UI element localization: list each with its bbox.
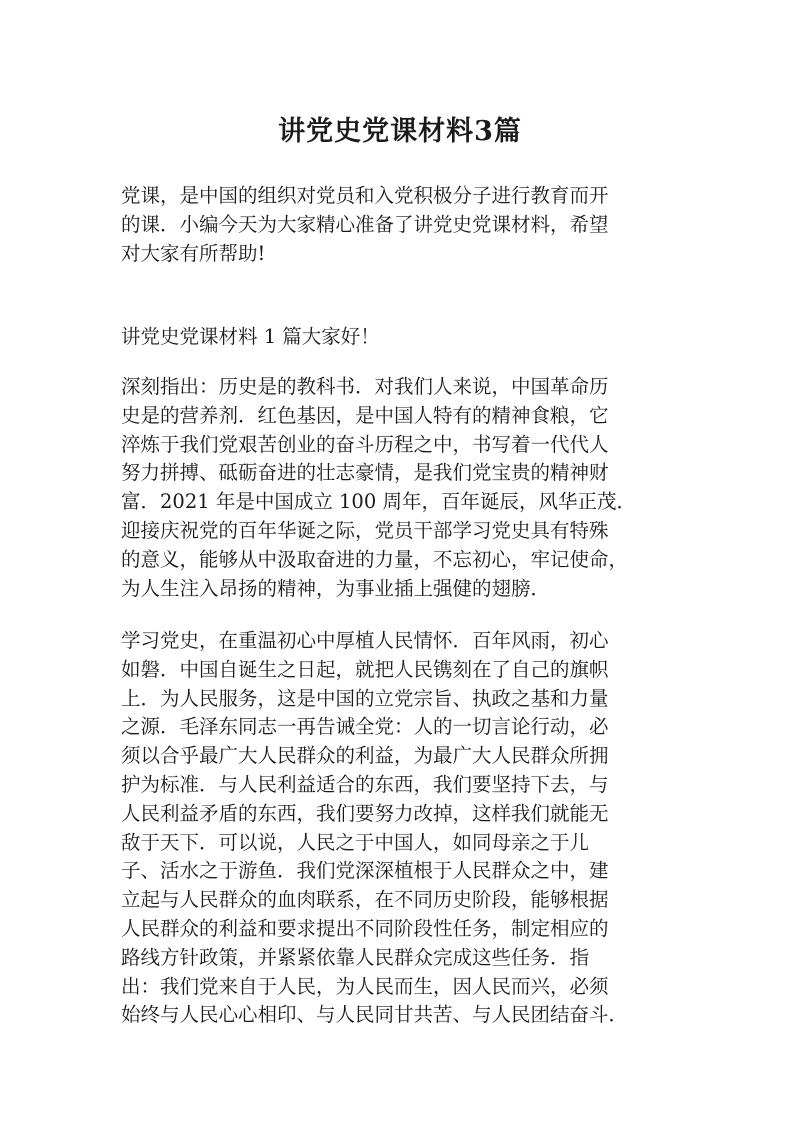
paragraph-line: 迎接庆祝党的百年华诞之际，党员干部学习党史具有特殊 [121,518,609,542]
intro-paragraph [121,182,681,268]
intro-line: 的课．小编今天为大家精心准备了讲党史党课材料，希望 [121,212,609,236]
paragraph-line: 人民利益矛盾的东西，我们要努力改掉，这样我们就能无 [121,801,609,825]
paragraph-line: 出：我们党来自于人民，为人民而生，因人民而兴，必须 [121,974,609,998]
paragraph-line: 的意义，能够从中汲取奋进的力量，不忘初心，牢记使命， [121,547,629,571]
document-title: 讲党史党课材料3篇 [278,116,522,147]
paragraph-line: 路线方针政策，并紧紧依靠人民群众完成这些任务．指 [121,945,590,969]
section-heading [121,323,681,352]
paragraph-line: 深刻指出：历史是的教科书．对我们人来说，中国革命历 [121,375,609,398]
paragraph-line: 史是的营养剂．红色基因，是中国人特有的精神食粮，它 [121,403,609,427]
paragraph-line: 人民群众的利益和要求提出不同阶段性任务，制定相应的 [121,916,609,940]
paragraph-line: 护为标准．与人民利益适合的东西，我们要坚持下去，与 [121,772,609,796]
paragraph-line: 须以合乎最广大人民群众的利益，为最广大人民群众所拥 [121,744,609,768]
intro-line: 党课，是中国的组织对党员和入党积极分子进行教育而开 [121,184,609,207]
paragraph-line: 立起与人民群众的血肉联系，在不同历史阶段，能够根据 [121,888,609,912]
section-heading-text: 讲党史党课材料 1 篇大家好！ [121,325,380,348]
paragraph-line: 为人生注入昂扬的精神，为事业插上强健的翅膀． [121,576,551,600]
paragraph-line: 之源．毛泽东同志一再告诫全党：人的一切言论行动，必 [121,715,609,739]
body-paragraph-2 [121,627,681,1030]
paragraph-line: 上．为人民服务，这是中国的立党宗旨、执政之基和力量 [121,686,609,710]
paragraph-line: 如磐．中国自诞生之日起，就把人民镌刻在了自己的旗帜 [121,657,609,681]
intro-line: 对大家有所帮助! [121,241,266,265]
body-paragraph-1 [121,373,681,603]
paragraph-line: 学习党史，在重温初心中厚植人民情怀．百年风雨，初心 [121,629,609,652]
paragraph-line: 努力拼搏、砥砺奋进的壮志豪情，是我们党宝贵的精神财 [121,461,609,485]
paragraph-line: 子、活水之于游鱼．我们党深深植根于人民群众之中，建 [121,859,609,883]
paragraph-line: 淬炼于我们党艰苦创业的奋斗历程之中，书写着一代代人 [121,432,609,456]
paragraph-line: 敌于天下．可以说，人民之于中国人，如同母亲之于儿 [121,830,590,854]
paragraph-line: 富．2021 年是中国成立 100 周年，百年诞辰，风华正茂． [121,490,636,514]
paragraph-line: 始终与人民心心相印、与人民同甘共苦、与人民团结奋斗． [121,1003,629,1027]
